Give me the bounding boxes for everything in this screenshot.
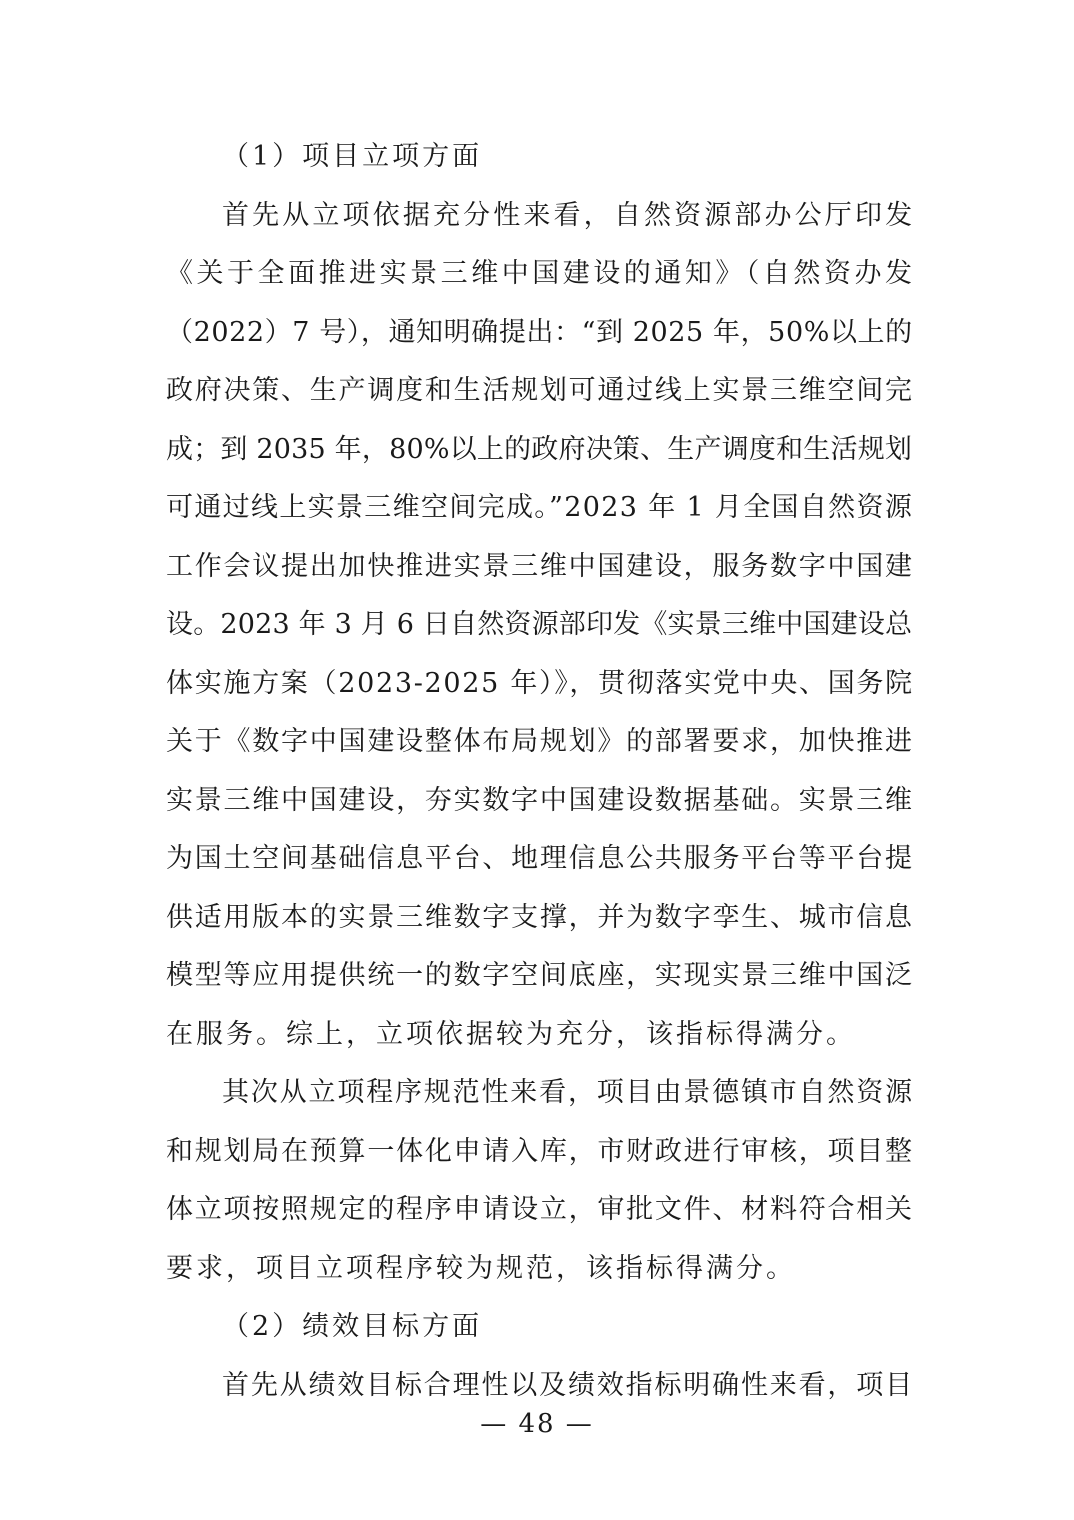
heading-text: （2）绩效目标方面 [222, 1311, 483, 1342]
line-text: 可通过线上实景三维空间完成。”2023 年 1 月全国自然资源 [166, 492, 914, 523]
line-text: 在服务。综上，立项依据较为充分，该指标得满分。 [166, 1018, 856, 1050]
line-text: 和规划局在预算一体化申请入库，市财政进行审核，项目整 [166, 1135, 914, 1167]
line-text: （2022）7 号），通知明确提出：“到 2025 年，50%以上的 [166, 316, 913, 348]
paragraph-line [166, 538, 912, 597]
line-text: 其次从立项程序规范性来看，项目由景德镇市自然资源 [222, 1077, 914, 1108]
paragraph-line [166, 947, 912, 1006]
section-heading-performance-goals [166, 1298, 912, 1357]
line-text: 要求，项目立项程序较为规范，该指标得满分。 [166, 1252, 796, 1284]
paragraph-line [166, 245, 916, 304]
line-text: 政府决策、生产调度和生活规划可通过线上实景三维空间完 [166, 375, 914, 406]
line-text: 设。2023 年 3 月 6 日自然资源部印发《实景三维中国建设总 [166, 609, 913, 640]
line-text: 《关于全面推进实景三维中国建设的通知》（自然资办发 [166, 258, 916, 289]
paragraph-line [166, 772, 912, 831]
paragraph-line [166, 1064, 912, 1123]
paragraph-line [166, 1123, 912, 1182]
line-text: 体实施方案（2023-2025 年）》，贯彻落实党中央、国务院 [166, 667, 914, 699]
paragraph-line [166, 362, 912, 421]
paragraph-line [166, 304, 912, 363]
section-heading-project-approval [166, 128, 912, 187]
paragraph-line [166, 713, 912, 772]
paragraph-line [166, 830, 912, 889]
line-text: 为国土空间基础信息平台、地理信息公共服务平台等平台提 [166, 843, 914, 874]
heading-text: （1）项目立项方面 [222, 141, 483, 172]
line-text: 模型等应用提供统一的数字空间底座，实现实景三维中国泛 [166, 960, 914, 991]
line-text: 首先从绩效目标合理性以及绩效指标明确性来看，项目 [222, 1369, 914, 1401]
document-body [166, 128, 916, 1415]
line-text: 供适用版本的实景三维数字支撑，并为数字孪生、城市信息 [166, 901, 914, 933]
paragraph-line [166, 889, 912, 948]
line-text: 体立项按照规定的程序申请设立，审批文件、材料符合相关 [166, 1194, 914, 1225]
line-text: 工作会议提出加快推进实景三维中国建设，服务数字中国建 [166, 550, 914, 582]
line-text: 首先从立项依据充分性来看，自然资源部办公厅印发 [222, 199, 916, 231]
line-text: 关于《数字中国建设整体布局规划》的部署要求，加快推进 [166, 726, 914, 757]
paragraph-line [166, 187, 916, 246]
paragraph-line [166, 655, 912, 714]
paragraph-line [166, 421, 912, 480]
paragraph-line [166, 596, 912, 655]
paragraph-line-last [166, 1006, 912, 1065]
paragraph-line [166, 479, 912, 538]
line-text: 成；到 2035 年，80%以上的政府决策、生产调度和生活规划 [166, 433, 913, 465]
paragraph-line-last [166, 1240, 912, 1299]
paragraph-line [166, 1181, 912, 1240]
page-number: — 48 — [480, 1409, 594, 1439]
line-text: 实景三维中国建设，夯实数字中国建设数据基础。实景三维 [166, 784, 914, 816]
